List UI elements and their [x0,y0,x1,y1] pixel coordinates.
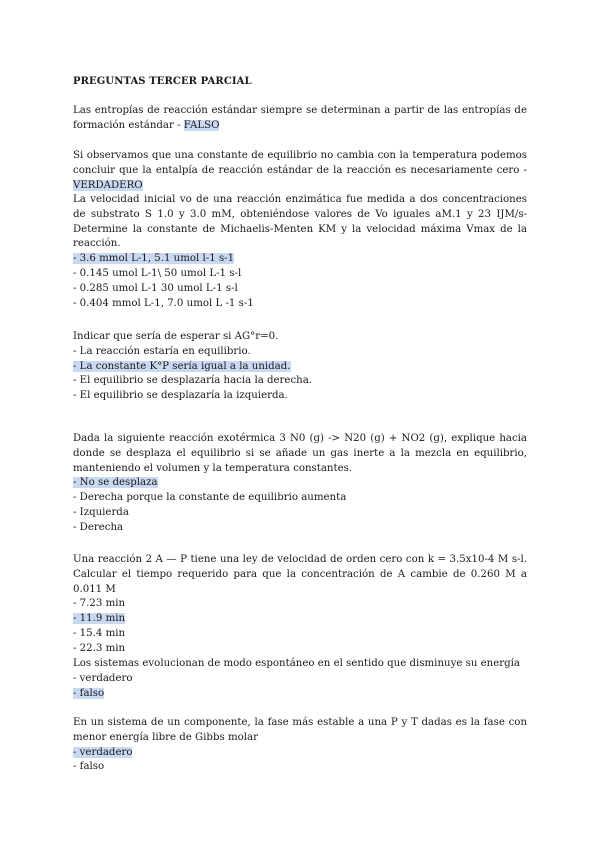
question-text: Los sistemas evolucionan de modo espontáneo en el sentido que disminuye su energía [73,658,520,669]
answer-highlight: FALSO [183,119,220,131]
page-title: PREGUNTAS TERCER PARCIAL [73,76,252,87]
answer-highlight: - falso [73,687,105,699]
option: - Derecha porque la constante de equilibrio aumenta [73,492,347,504]
answer-highlight: - 11.9 min [73,613,126,625]
option: - falso [73,761,105,773]
question-8 [73,716,527,775]
answer-highlight: - No se desplaza [73,477,158,489]
option: - 0.145 umol L-1\ 50 umol L-1 s-l [73,267,242,279]
option: - El equilibrio se desplazaría la izquierda. [73,390,288,402]
question-1 [73,104,527,134]
question-text: Si observamos que una constante de equilibrio no cambia con la temperatura podemos concluir que la entalpía de reacción estándar de la reacción es necesariamente cero - VERDADERO [73,150,527,191]
question-text: Las entropías de reacción estándar siempre se determinan a partir de las entropías de formación estándar - FALSO [73,105,527,131]
option: - El equilibrio se desplazaría hacia la derecha. [73,375,313,387]
answer-highlight: - La constante K°P sería igual a la unidad. [73,360,291,372]
option: - 0.285 umol L-1 30 umol L-1 s-l [73,282,238,294]
answer-highlight: - verdadero [73,746,133,758]
option: - 15.4 min [73,627,126,639]
option [73,746,527,761]
option [73,252,527,267]
option: - Izquierda [73,506,129,518]
option [73,476,527,491]
option: - verdadero [73,672,133,684]
answer-highlight: - 3.6 mmol L-1, 5.1 umol l-1 s-1 [73,253,235,265]
option: - La reacción estaría en equilibrio. [73,345,251,357]
question-text: En un sistema de un componente, la fase más estable a una P y T dadas es la fase con menor energía libre de Gibbs molar [73,717,527,743]
question-7 [73,657,527,701]
option: - 7.23 min [73,598,126,610]
question-6 [73,553,527,657]
option: - 22.3 min [73,642,126,654]
question-2 [73,149,527,193]
option [73,612,527,627]
question-3 [73,193,527,311]
option [73,360,527,375]
option: - Derecha [73,521,124,533]
answer-highlight: VERDADERO [73,179,143,191]
option [73,687,527,702]
question-text: Dada la siguiente reacción exotérmica 3 N0 (g) -> N20 (g) + NO2 (g), explique hacia donde se desplaza el equilibrio si se añade un gas inerte a la mezcla en equilibrio, manteniendo el volumen y la temperatura constantes. [73,433,527,474]
option: - 0.404 mmol L-1, 7.0 umol L -1 s-1 [73,297,254,309]
question-text: Indicar que sería de esperar si AG°r=0. [73,331,279,342]
question-5 [73,432,527,536]
question-text: Una reacción 2 A — P tiene una ley de velocidad de orden cero con k = 3.5x10-4 M s-l. Calcular el tiempo requerido para que la concentración de A cambie de 0.260 M a 0.011 M [73,554,527,595]
question-4 [73,330,527,404]
question-text: La velocidad inicial vo de una reacción enzimática fue medida a dos concentraciones de substrato S 1.0 y 3.0 mM, obteniéndose valores de Vo iguales aM.1 y 23 IJM/s- Determine la constante de Michaelis-Menten KM y la velocidad máxima Vmax de la reacción. [73,194,527,250]
